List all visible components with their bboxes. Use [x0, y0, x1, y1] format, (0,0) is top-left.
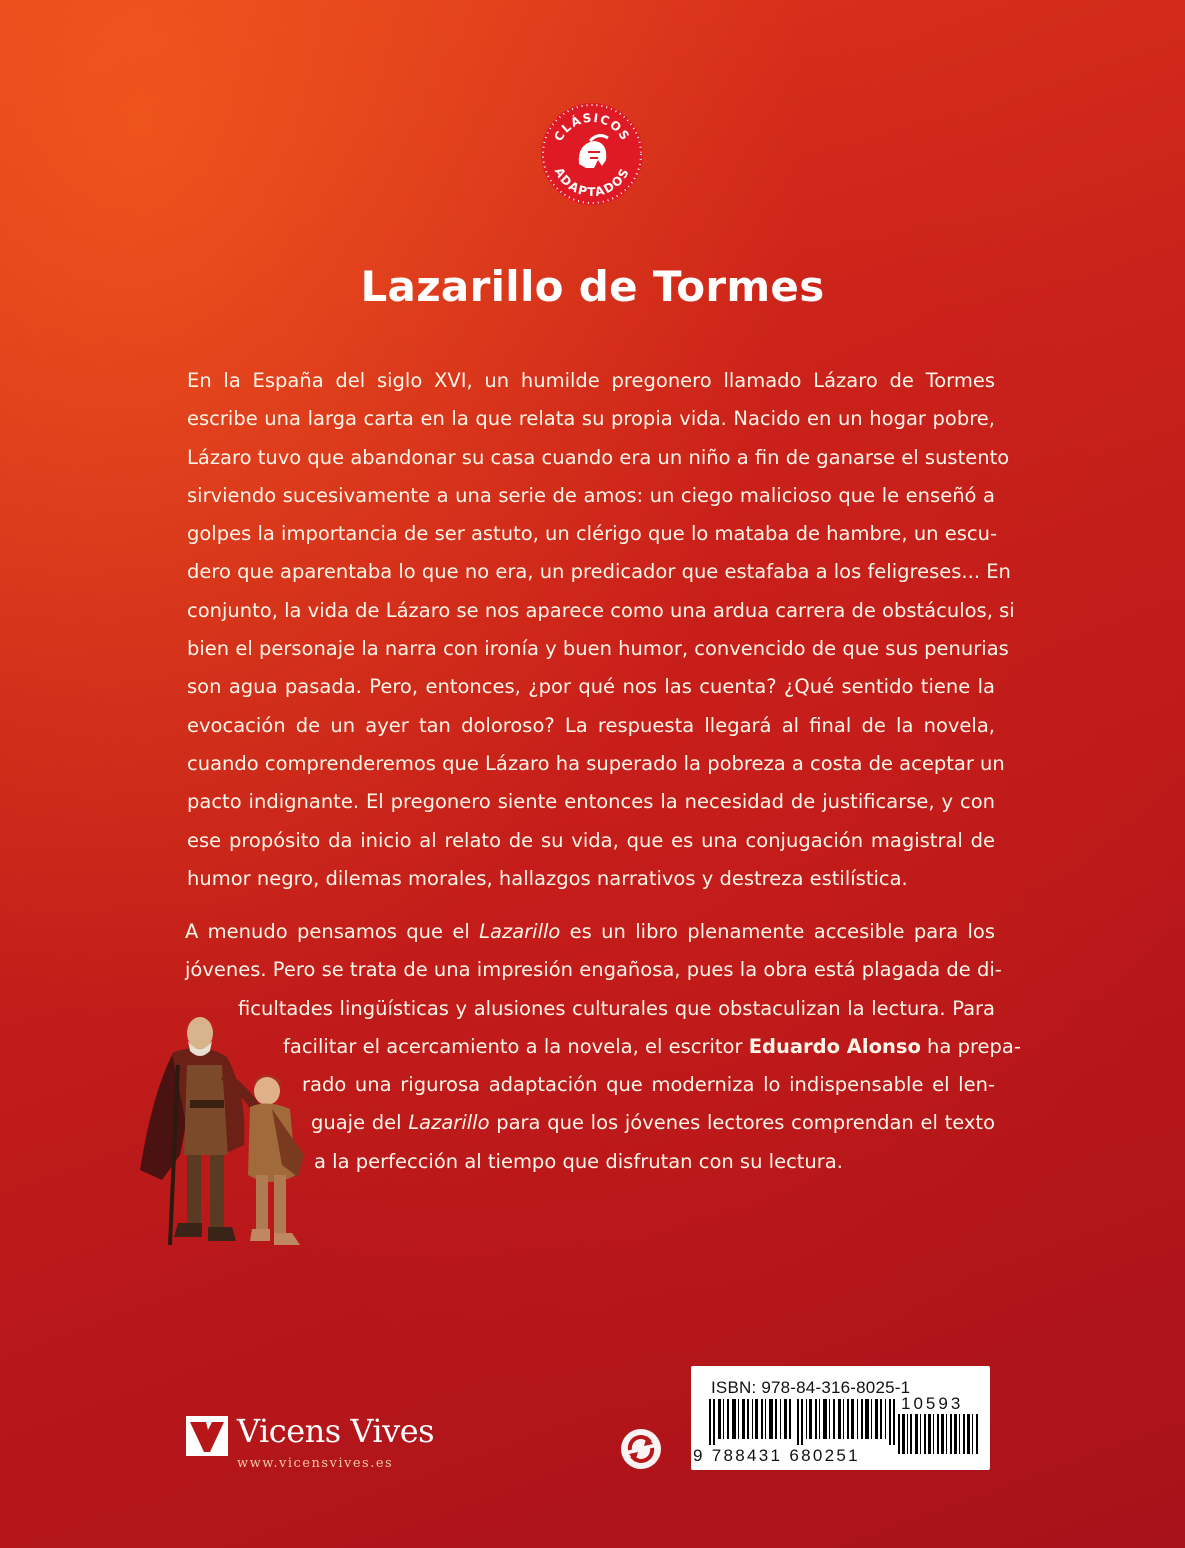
vicens-vives-logo-icon	[186, 1416, 228, 1456]
italic-title: Lazarillo	[479, 920, 561, 943]
ean-barcode-icon	[709, 1399, 895, 1445]
adaptation-line: a la perfección al tiempo que disfrutan con su lectura.	[314, 1149, 843, 1173]
publisher-logo	[186, 1412, 446, 1482]
synopsis-line: golpes la importancia de ser astuto, un clérigo que lo mataba de hambre, un escu-	[187, 522, 998, 546]
barcode-label	[691, 1366, 990, 1470]
synopsis-line: En la España del siglo XVI, un humilde pregonero llamado Lázaro de Tormes	[187, 369, 995, 392]
addon-code: 10593	[901, 1394, 964, 1413]
recycle-icon	[620, 1428, 662, 1470]
isbn-text: ISBN: 978-84-316-8025-1	[711, 1378, 911, 1397]
adaptation-line: ficultades lingüísticas y alusiones culturales que obstaculizan la lectura. Para	[238, 996, 995, 1020]
synopsis-line: bien el personaje la narra con ironía y buen humor, convencido de que sus penurias	[187, 637, 1009, 661]
seal-text-top: CLÁSICOS	[551, 110, 633, 144]
addon-barcode-icon	[898, 1414, 980, 1454]
seal-icon	[538, 100, 646, 208]
synopsis-paragraph	[187, 362, 1015, 898]
synopsis-line: pacto indignante. El pregonero siente entonces la necesidad de justificarse, y con	[187, 790, 995, 814]
synopsis-line: ese propósito da inicio al relato de su vida, que es una conjugación magistral de	[187, 828, 995, 852]
synopsis-line: humor negro, dilemas morales, hallazgos narrativos y destreza estilística.	[187, 866, 908, 890]
synopsis-line: evocación de un ayer tan doloroso? La respuesta llegará al final de la novela,	[187, 713, 995, 737]
author-name: Eduardo Alonso	[748, 1034, 921, 1058]
synopsis-line: son agua pasada. Pero, entonces, ¿por qué nos las cuenta? ¿Qué sentido tiene la	[187, 675, 995, 699]
lazarillo-illustration	[132, 1005, 317, 1255]
synopsis-line: conjunto, la vida de Lázaro se nos aparece como una ardua carrera de obstáculos, si	[187, 598, 1015, 622]
adaptation-line: guaje del Lazarillo para que los jóvenes lectores comprendan el texto	[311, 1111, 996, 1135]
ean-number: 9 788431 680251	[693, 1446, 860, 1465]
clasicos-adaptados-seal	[538, 100, 646, 208]
publisher-name: Vicens Vives	[237, 1412, 435, 1450]
book-title: Lazarillo de Tormes	[360, 262, 825, 311]
adaptation-line: jóvenes. Pero se trata de una impresión engañosa, pues la obra está plagada de di-	[185, 958, 1002, 982]
synopsis-line: cuando comprenderemos que Lázaro ha superado la pobreza a costa de aceptar un	[187, 751, 1005, 775]
synopsis-line: escribe una larga carta en la que relata su propia vida. Nacido en un hogar pobre,	[187, 407, 995, 431]
publisher-url: www.vicensvives.es	[237, 1456, 394, 1471]
adaptation-line: A menudo pensamos que el Lazarillo es un libro plenamente accesible para los	[185, 920, 995, 943]
synopsis-line: dero que aparentaba lo que no era, un predicador que estafaba a los feligreses... En	[187, 560, 1011, 584]
characters-illustration-icon	[132, 1005, 317, 1255]
synopsis-line: sirviendo sucesivamente a una serie de amos: un ciego malicioso que le enseñó a	[187, 483, 995, 507]
adaptation-line: facilitar el acercamiento a la novela, el escritor Eduardo Alonso ha prepa-	[283, 1034, 1021, 1058]
seal-text-bottom: ADAPTADOS	[551, 165, 633, 200]
italic-title: Lazarillo	[408, 1111, 490, 1135]
synopsis-line: Lázaro tuvo que abandonar su casa cuando era un niño a fin de ganarse el sustento	[187, 445, 1010, 469]
adaptation-line: rado una rigurosa adaptación que moderniza lo indispensable el len-	[302, 1073, 995, 1097]
